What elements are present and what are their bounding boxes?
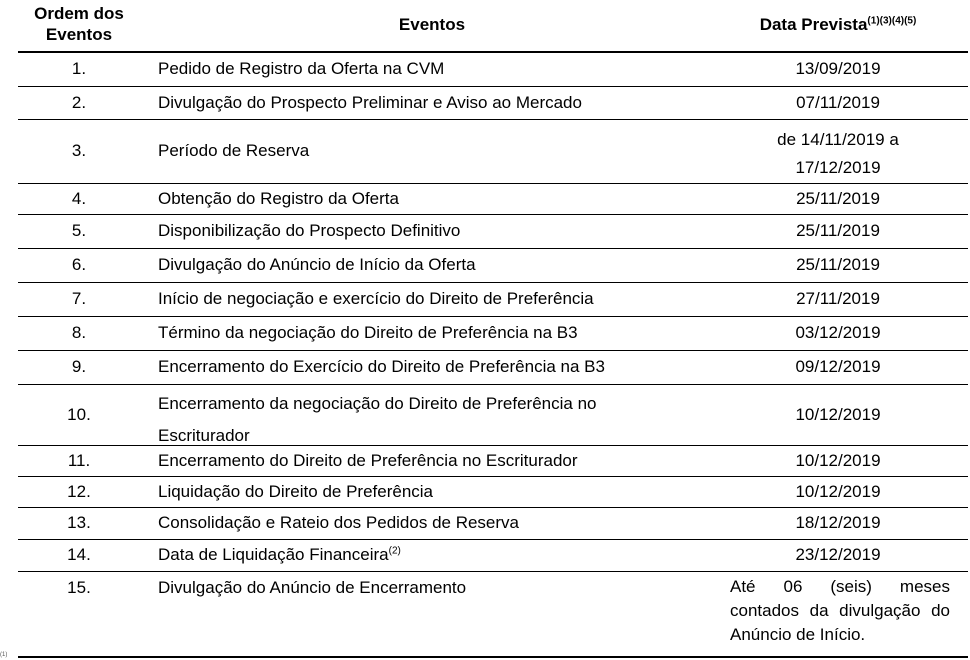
- table-row: [0, 248, 970, 282]
- row-event-text: Divulgação do Prospecto Preliminar e Aviso ao Mercado: [158, 92, 582, 112]
- row-event: [158, 220, 678, 242]
- row-number: 4.: [71, 188, 87, 208]
- row-number: 13.: [67, 513, 91, 532]
- row-event-text: Divulgação do Anúncio de Início da Oferta: [158, 255, 476, 274]
- row-event-text: Consolidação e Rateio dos Pedidos de Reserva: [158, 513, 520, 532]
- table-row: [0, 214, 970, 248]
- row-event: [158, 512, 678, 534]
- table-row: [0, 571, 970, 656]
- row-number: 10.: [67, 404, 91, 424]
- row-number: 1.: [71, 58, 87, 78]
- row-date: 18/12/2019: [795, 513, 881, 532]
- row-number: 2.: [71, 92, 87, 112]
- row-event-text: Obtenção do Registro da Oferta: [158, 188, 399, 208]
- table-row: [0, 183, 970, 214]
- row-number: 12.: [67, 481, 91, 501]
- table-row: [0, 384, 970, 445]
- row-number: 15.: [67, 578, 91, 597]
- row-event: [158, 322, 678, 344]
- row-date: 07/11/2019: [796, 92, 880, 112]
- column-header-ordem: Ordem dos Eventos: [34, 4, 124, 44]
- row-number: 14.: [67, 545, 91, 564]
- row-event: [158, 288, 678, 310]
- row-number: 9.: [71, 357, 87, 376]
- row-number: 8.: [71, 323, 87, 342]
- table-row: [0, 282, 970, 316]
- row-date: de 14/11/2019 a 17/12/2019: [777, 130, 899, 177]
- row-event: [158, 92, 678, 114]
- row-number: 11.: [67, 450, 91, 470]
- row-date: Até 06 (seis) meses contados da divulgação do Anúncio de Início.: [730, 577, 950, 644]
- row-date: 10/12/2019: [795, 481, 881, 501]
- row-event-text: Período de Reserva: [158, 141, 310, 160]
- column-header-data-prevista: [706, 14, 970, 35]
- row-event-text: Data de Liquidação Financeira: [158, 545, 389, 564]
- row-event-text: Início de negociação e exercício do Direito de Preferência: [158, 289, 594, 308]
- row-date: 25/11/2019: [796, 255, 880, 274]
- row-date: 09/12/2019: [795, 357, 881, 376]
- footnote-mark: (1): [0, 652, 8, 658]
- row-event-text: Término da negociação do Direito de Preferência na B3: [158, 323, 578, 342]
- row-event-text: Encerramento da negociação do Direito de Preferência no Escriturador: [158, 393, 597, 445]
- row-event-text: Encerramento do Exercício do Direito de Preferência na B3: [158, 357, 605, 376]
- row-date: 10/12/2019: [795, 404, 881, 424]
- row-number: 3.: [71, 141, 87, 160]
- table-row: [0, 350, 970, 384]
- row-event: [158, 388, 678, 452]
- row-event: [158, 356, 678, 378]
- table-row: [0, 316, 970, 350]
- table-row: [0, 119, 970, 183]
- column-header-data-notes: (1)(3)(4)(5): [867, 15, 917, 27]
- table-row: [0, 445, 970, 476]
- table-row: [0, 86, 970, 119]
- row-date: 23/12/2019: [795, 545, 881, 564]
- row-event: [158, 254, 678, 276]
- table-row: [0, 51, 970, 86]
- column-header-data-label: Data Prevista: [759, 15, 868, 34]
- row-event: [158, 140, 678, 162]
- row-event-text: Liquidação do Direito de Preferência: [158, 481, 434, 501]
- row-date: 10/12/2019: [795, 450, 881, 470]
- row-number: 7.: [71, 289, 87, 308]
- row-event: [158, 544, 678, 566]
- table-row: [0, 476, 970, 507]
- row-event-text: Pedido de Registro da Oferta na CVM: [158, 58, 445, 78]
- row-date: 27/11/2019: [796, 289, 880, 308]
- row-number: 5.: [71, 221, 87, 240]
- row-event: [158, 58, 678, 80]
- column-header-eventos: Eventos: [398, 15, 466, 34]
- row-date: 25/11/2019: [796, 188, 880, 208]
- table-row: [0, 539, 970, 571]
- row-event: [158, 577, 678, 599]
- row-event: [158, 188, 678, 210]
- row-event-text: Disponibilização do Prospecto Definitivo: [158, 221, 461, 240]
- table-rule: [18, 656, 968, 658]
- row-event-text: Divulgação do Anúncio de Encerramento: [158, 578, 467, 597]
- row-date: 25/11/2019: [796, 221, 880, 240]
- row-date: 03/12/2019: [795, 323, 881, 342]
- row-date: 13/09/2019: [795, 58, 881, 78]
- table-row: [0, 507, 970, 539]
- row-event-text: Encerramento do Direito de Preferência no Escriturador: [158, 450, 578, 470]
- row-event: [158, 450, 678, 472]
- row-event-note: (2): [388, 545, 401, 557]
- row-number: 6.: [71, 255, 87, 274]
- row-event: [158, 481, 678, 503]
